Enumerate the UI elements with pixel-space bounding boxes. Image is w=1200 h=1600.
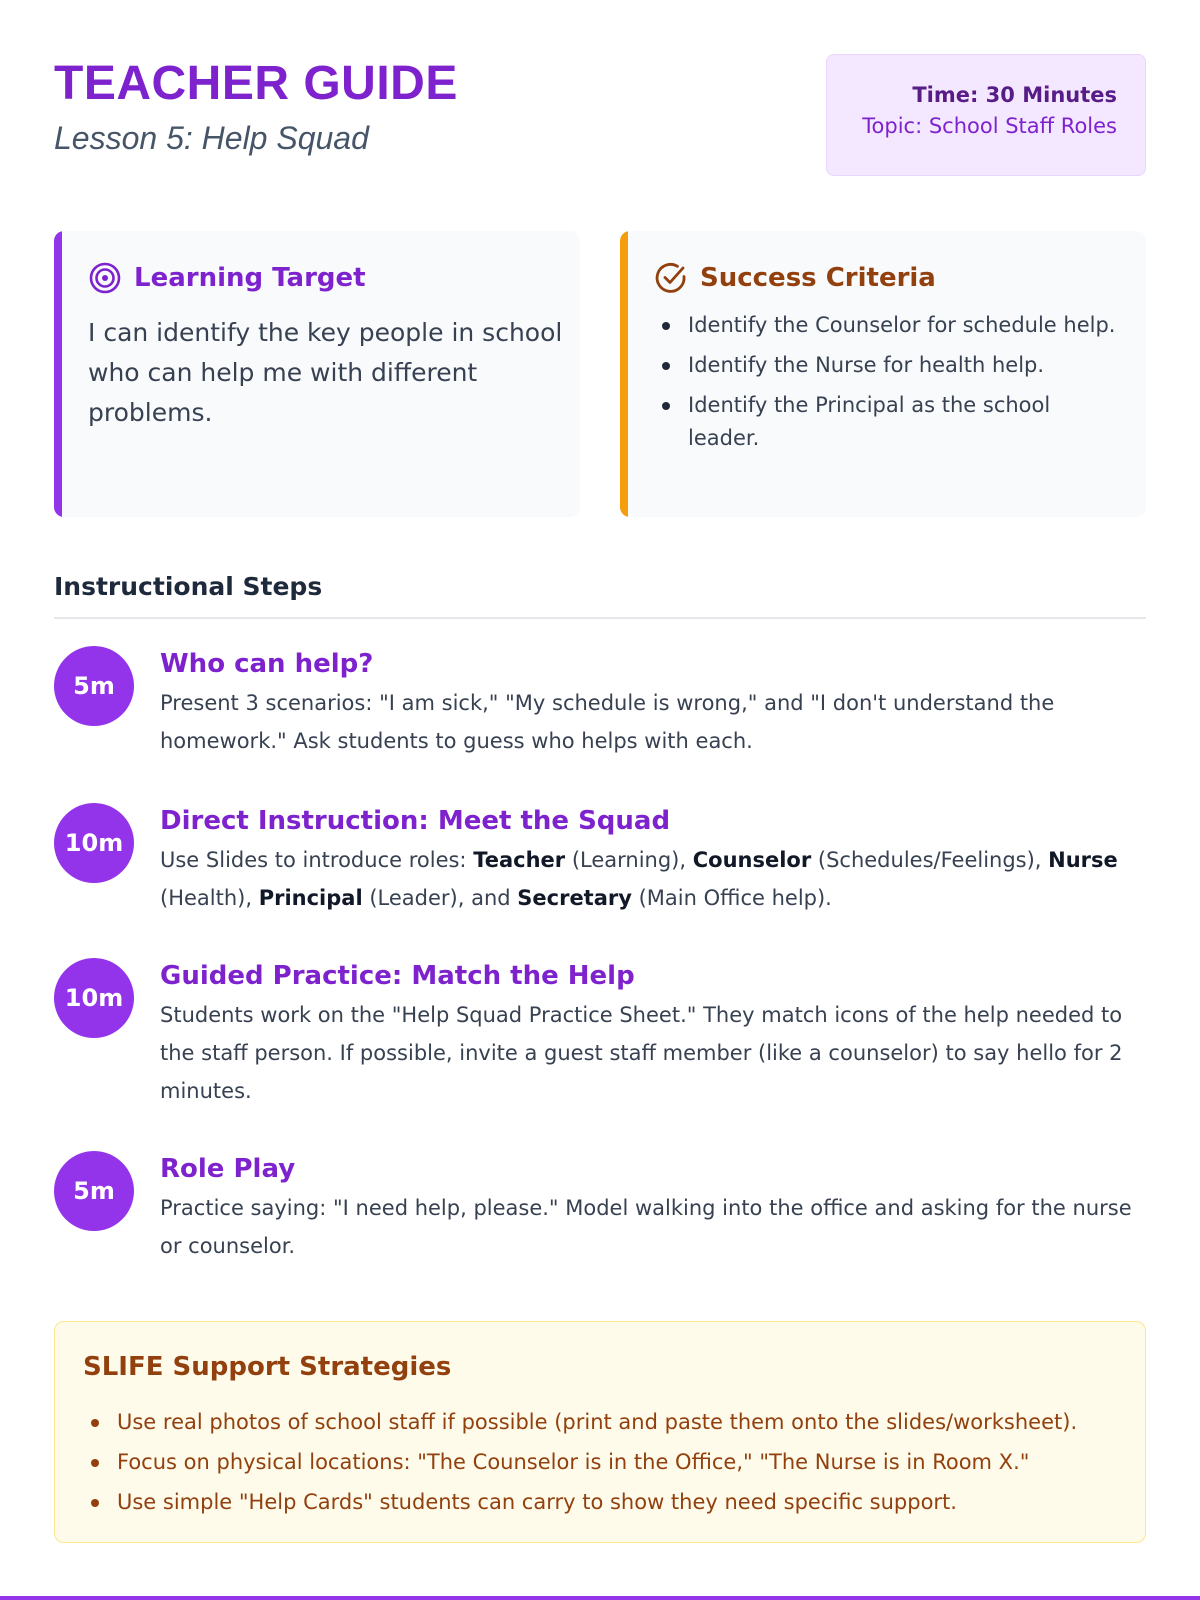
slife-list [83, 1402, 1077, 1522]
slife-item: Use simple "Help Cards" students can carry to show they need specific support. [83, 1482, 1077, 1522]
step-title: Direct Instruction: Meet the Squad [160, 806, 671, 836]
slife-item: Use real photos of school staff if possible (print and paste them onto the slides/worksheet). [83, 1402, 1077, 1442]
steps-divider [54, 617, 1146, 619]
learning-target-heading: Learning Target [134, 263, 366, 293]
step-body [160, 646, 1146, 760]
learning-target-accent-bar [54, 231, 62, 517]
lesson-topic: Topic: School Staff Roles [862, 114, 1117, 138]
page-header [54, 54, 1146, 176]
step-body [160, 1151, 1146, 1265]
learning-target-text: I can identify the key people in school who can help me with different problems. [88, 318, 563, 427]
step-title: Role Play [160, 1154, 296, 1184]
role-secretary: Secretary [517, 886, 632, 910]
step-description: Present 3 scenarios: "I am sick," "My schedule is wrong," and "I don't understand the homework." Ask students to guess who helps with each. [160, 691, 1055, 753]
instructional-steps-heading: Instructional Steps [54, 572, 323, 601]
step-description: Students work on the "Help Squad Practice Sheet." They match icons of the help needed to the staff person. If possible, invite a guest staff member (like a counselor) to say hello for 2 minutes. [160, 1003, 1123, 1103]
success-criteria-card [620, 231, 1146, 517]
step-title: Guided Practice: Match the Help [160, 961, 635, 991]
slife-support-box [54, 1321, 1146, 1543]
step-body [160, 958, 1146, 1110]
step-description: Practice saying: "I need help, please." Model walking into the office and asking for the nurse or counselor. [160, 1196, 1132, 1258]
desc-part: (Main Office help). [631, 886, 832, 910]
footer-accent-rule [0, 1596, 1200, 1600]
desc-part: (Learning), [565, 848, 693, 872]
success-criteria-item: Identify the Counselor for schedule help. [654, 309, 1124, 342]
success-criteria-item: Identify the Principal as the school leader. [654, 389, 1124, 455]
success-criteria-accent-bar [620, 231, 628, 517]
target-icon [88, 261, 122, 295]
role-nurse: Nurse [1048, 848, 1118, 872]
learning-target-header [88, 261, 366, 295]
success-criteria-heading: Success Criteria [700, 263, 936, 293]
lesson-meta-box [826, 54, 1146, 176]
desc-part: (Schedules/Feelings), [811, 848, 1049, 872]
step-time-badge: 5m [54, 646, 134, 726]
desc-part: (Health), [160, 886, 259, 910]
slife-heading: SLIFE Support Strategies [83, 1352, 452, 1382]
lesson-subtitle: Lesson 5: Help Squad [54, 120, 369, 156]
learning-target-card [54, 231, 580, 517]
desc-part: (Leader), and [362, 886, 518, 910]
step-time-badge: 10m [54, 803, 134, 883]
desc-part: Use Slides to introduce roles: [160, 848, 474, 872]
page-title: TEACHER GUIDE [54, 57, 458, 110]
lesson-time: Time: 30 Minutes [912, 83, 1117, 107]
success-criteria-header [654, 261, 936, 295]
success-criteria-item: Identify the Nurse for health help. [654, 349, 1124, 382]
step-time-badge: 5m [54, 1151, 134, 1231]
slife-item: Focus on physical locations: "The Counselor is in the Office," "The Nurse is in Room X." [83, 1442, 1077, 1482]
step-title: Who can help? [160, 649, 374, 679]
role-principal: Principal [258, 886, 363, 910]
step-description [160, 841, 1146, 917]
step-time-badge: 10m [54, 958, 134, 1038]
check-circle-icon [654, 261, 688, 295]
role-counselor: Counselor [692, 848, 812, 872]
success-criteria-list [654, 309, 1124, 462]
role-teacher: Teacher [473, 848, 566, 872]
step-body [160, 803, 1146, 917]
